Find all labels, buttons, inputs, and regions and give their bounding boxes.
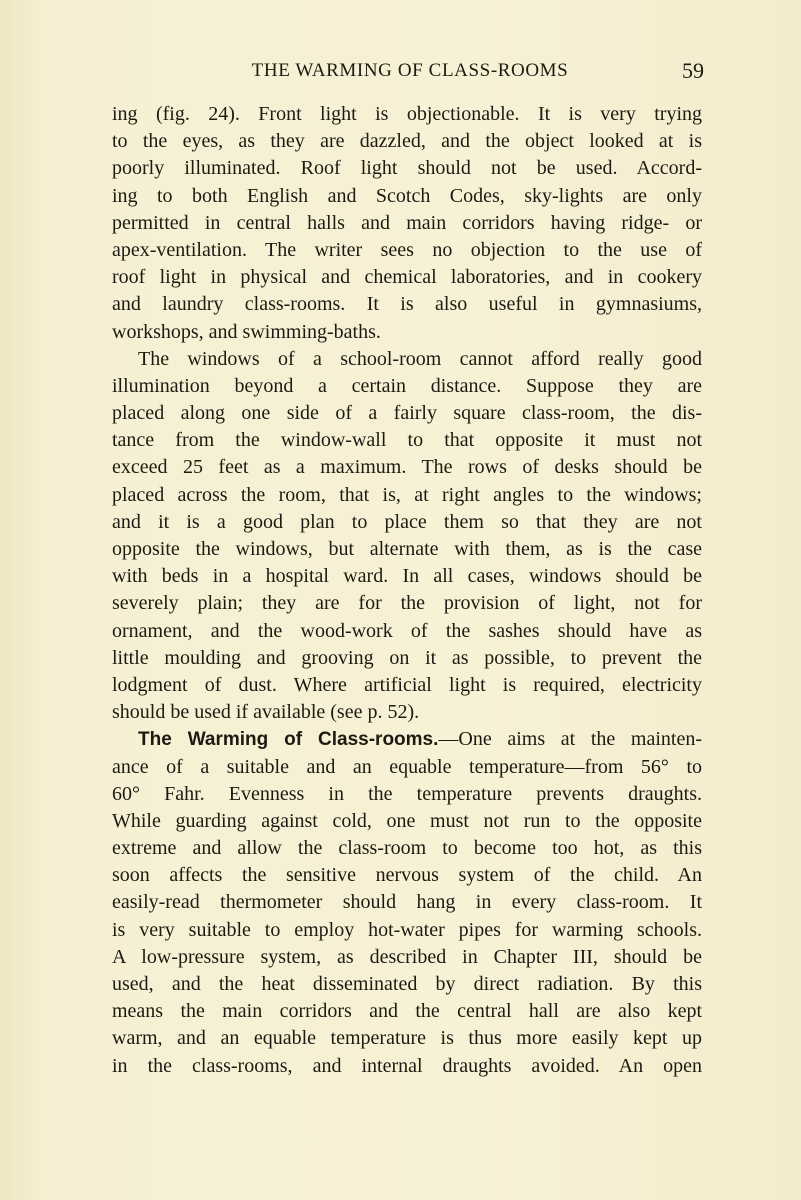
text-line: apex-ventilation. The writer sees no objection to the use of (112, 238, 702, 261)
page-number: 59 (682, 58, 704, 83)
text-line: roof light in physical and chemical laboratories, and in cookery (112, 266, 702, 289)
text-line: to the eyes, as they are dazzled, and the object looked at is (112, 130, 702, 153)
text-run: —One aims at the mainten- (438, 728, 702, 751)
text-line: soon affects the sensitive nervous system of the child. An (112, 864, 702, 887)
text-line: and laundry class-rooms. It is also useful in gymnasiums, (112, 293, 702, 316)
text-line: exceed 25 feet as a maximum. The rows of desks should be (112, 456, 702, 479)
running-head (110, 58, 710, 86)
text-line: illumination beyond a certain distance. Suppose they are (112, 374, 702, 397)
text-line: should be used if available (see p. 52). (112, 701, 420, 724)
text-line: little moulding and grooving on it as possible, to prevent the (112, 646, 702, 669)
text-line: workshops, and swimming-baths. (112, 320, 381, 343)
text-line: opposite the windows, but alternate with them, as is the case (112, 538, 702, 560)
text-line: tance from the window-wall to that opposite it must not (112, 429, 702, 452)
text-line: with beds in a hospital ward. In all cases, windows should be (112, 565, 702, 588)
text-line: While guarding against cold, one must not run to the opposite (112, 809, 702, 832)
text-line: in the class-rooms, and internal draughts avoided. An open (112, 1054, 702, 1077)
text-line: warm, and an equable temperature is thus more easily kept up (112, 1027, 702, 1050)
section-heading: The Warming of Class-rooms. (138, 729, 439, 751)
text-line: ornament, and the wood-work of the sashes should have as (112, 619, 702, 642)
text-line: The windows of a school-room cannot afford really good (138, 347, 702, 370)
text-line: poorly illuminated. Roof light should not be used. Accord- (112, 157, 702, 180)
text-line: placed across the room, that is, at right angles to the windows; (112, 483, 702, 506)
text-line: is very suitable to employ hot-water pipes for warming schools. (112, 918, 702, 941)
text-line: placed along one side of a fairly square class-room, the dis- (112, 402, 702, 425)
running-title: THE WARMING OF CLASS-ROOMS (251, 60, 569, 81)
text-line: 60° Fahr. Evenness in the temperature prevents draughts. (112, 782, 702, 805)
text-line: means the main corridors and the central hall are also kept (112, 1000, 702, 1023)
text-line: easily-read thermometer should hang in every class-room. It (112, 891, 702, 914)
text-line: lodgment of dust. Where artificial light is required, electricity (112, 673, 702, 696)
text-line: ing (fig. 24). Front light is objectionable. It is very trying (112, 103, 702, 125)
body-text (112, 101, 702, 1080)
text-line: ing to both English and Scotch Codes, sky-lights are only (112, 184, 702, 207)
section-heading-line (112, 726, 702, 753)
text-line: severely plain; they are for the provision of light, not for (112, 592, 702, 615)
text-line: ance of a suitable and an equable temperature—from 56° to (112, 755, 702, 778)
text-line: permitted in central halls and main corridors having ridge- or (112, 211, 702, 234)
text-line: extreme and allow the class-room to become too hot, as this (112, 837, 702, 860)
text-line: and it is a good plan to place them so that they are not (112, 510, 702, 533)
text-line: A low-pressure system, as described in Chapter III, should be (112, 945, 702, 968)
text-line: used, and the heat disseminated by direct radiation. By this (112, 973, 702, 995)
